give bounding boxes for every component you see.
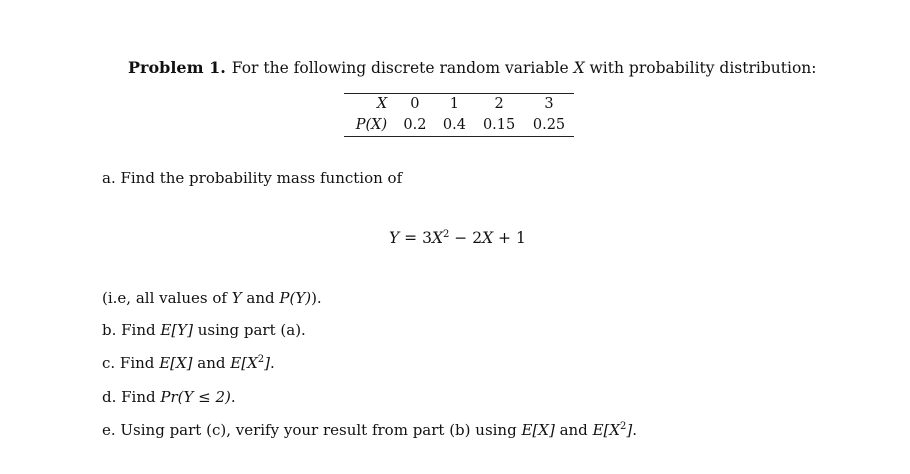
eq-x1: X xyxy=(431,229,443,247)
ie-mid: and xyxy=(241,289,280,307)
row-label-px: P(X) xyxy=(355,117,388,133)
part-d xyxy=(102,388,236,406)
eq-equals: = 3 xyxy=(399,229,432,247)
part-b-pre: b. Find xyxy=(102,321,161,339)
part-e-mid: and xyxy=(554,421,593,439)
x-value: 1 xyxy=(449,96,460,112)
part-d-pre: d. Find xyxy=(102,388,161,406)
problem-title xyxy=(128,58,817,77)
x-value: 0 xyxy=(410,96,420,112)
part-e xyxy=(102,421,637,439)
part-d-post: . xyxy=(230,388,236,406)
problem-heading: Problem 1. xyxy=(128,58,226,77)
part-c-post: . xyxy=(270,354,275,372)
p-value: 0.15 xyxy=(482,117,516,133)
distribution-table xyxy=(344,93,574,137)
eq-tail: + 1 xyxy=(493,229,526,247)
part-e-exponent: 2 xyxy=(620,421,627,432)
part-a: a. Find the probability mass function of xyxy=(102,169,403,187)
x-value: 2 xyxy=(494,96,504,112)
ie-y: Y xyxy=(231,289,242,307)
ie-py: P(Y) xyxy=(279,289,312,307)
part-e-pre: e. Using part (c), verify your result from part (b) using xyxy=(102,421,522,439)
ie-post: ). xyxy=(311,289,322,307)
part-c-ex: E[X] xyxy=(159,354,193,372)
part-c xyxy=(102,354,275,372)
eq-lhs: Y xyxy=(389,229,400,247)
eq-x2: X xyxy=(482,229,494,247)
part-c-mid: and xyxy=(192,354,231,372)
ie-pre: (i.e, all values of xyxy=(102,289,232,307)
part-b-post: using part (a). xyxy=(192,321,306,339)
part-d-expr: Pr(Y ≤ 2) xyxy=(160,388,231,406)
p-value: 0.4 xyxy=(442,117,466,133)
table-row-x xyxy=(344,94,574,115)
part-e-ex: E[X] xyxy=(521,421,555,439)
part-c-pre: c. Find xyxy=(102,354,160,372)
p-value: 0.2 xyxy=(403,117,427,133)
part-b xyxy=(102,321,306,339)
p-value: 0.25 xyxy=(532,117,566,133)
row-label-x: X xyxy=(376,96,388,112)
part-b-ey: E[Y] xyxy=(160,321,193,339)
title-variable: X xyxy=(573,59,585,77)
part-c-close: ] xyxy=(264,354,270,372)
title-text-before: For the following discrete random variable xyxy=(231,59,574,77)
table-row-px xyxy=(344,115,574,136)
eq-mid: − 2 xyxy=(449,229,483,247)
equation xyxy=(389,229,526,247)
part-e-post: . xyxy=(632,421,638,439)
part-c-exponent: 2 xyxy=(257,354,265,365)
part-c-ex2: E[X xyxy=(230,354,258,372)
title-text-after: with probability distribution: xyxy=(584,59,817,77)
ie-line xyxy=(102,289,322,307)
x-value: 3 xyxy=(544,96,554,112)
part-e-ex2: E[X xyxy=(592,421,621,439)
eq-exponent: 2 xyxy=(442,229,450,240)
part-e-close: ] xyxy=(626,421,633,439)
